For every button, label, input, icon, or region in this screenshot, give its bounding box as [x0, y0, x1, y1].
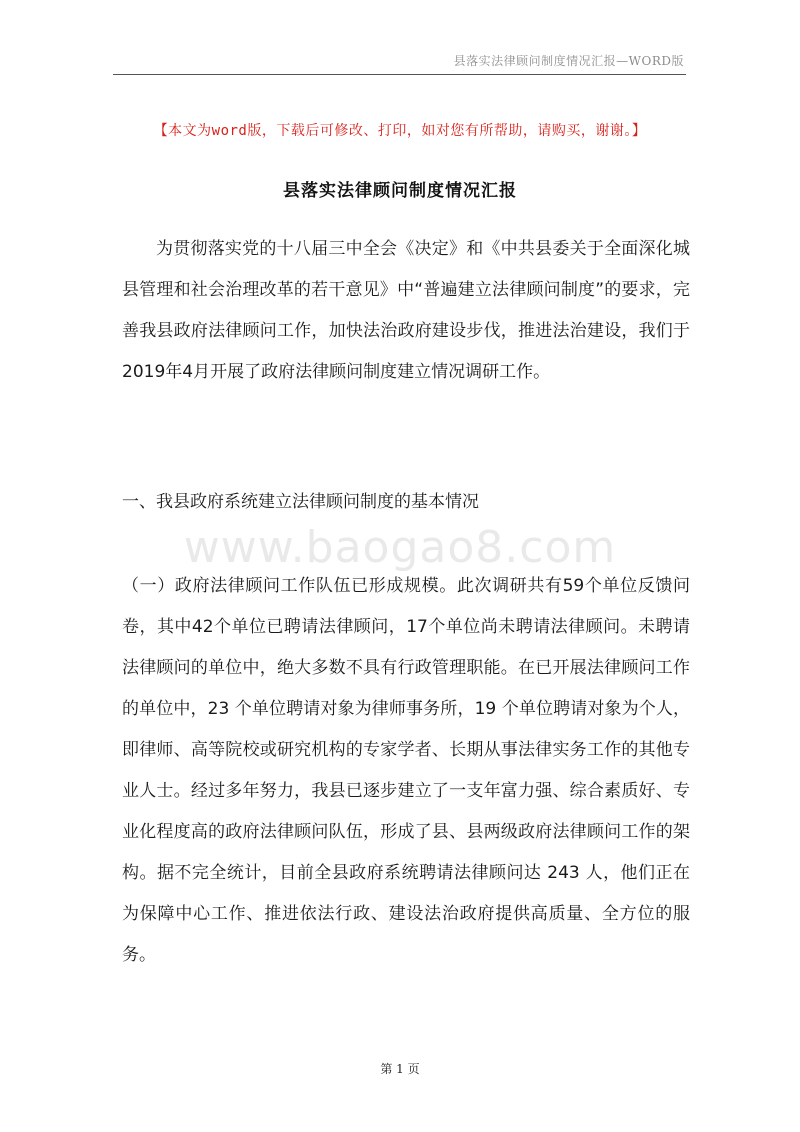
section-heading: 一、我县政府系统建立法律顾问制度的基本情况	[122, 492, 479, 512]
body-paragraph: （一）政府法律顾问工作队伍已形成规模。此次调研共有59个单位反馈问卷，其中42个单位已聘请法律顾问，17个单位尚未聘请法律顾问。未聘请法律顾问的单位中，绝大多数不具有行政管理职能。在已开展法律顾问工作的单位中，23 个单位聘请对象为律师事务所，19 个单位聘请对象为个人，即律师、高等院校或研究机构的专家学者、长期从事法律实务工作的其他专业人士。经过多年努力，我县已逐步建立了一支年富力强、综合素质好、专业化程度高的政府法律顾问队伍，形成了县、县两级政府法律顾问工作的架构。据不完全统计，目前全县政府系统聘请法律顾问达 243 人，他们正在为保障中心工作、推进依法行政、建设法治政府提供高质量、全方位的服务。	[122, 576, 690, 965]
page-number: 第 1 页	[380, 1062, 420, 1076]
running-header-title: 县落实法律顾问制度情况汇报—WORD版	[453, 54, 684, 68]
purchase-notice: 【本文为word版，下载后可修改、打印，如对您有所帮助，请购买，谢谢。】	[153, 123, 647, 139]
document-title: 县落实法律顾问制度情况汇报	[283, 181, 517, 201]
header-divider	[113, 74, 686, 75]
intro-paragraph: 为贯彻落实党的十八届三中全会《决定》和《中共县委关于全面深化城县管理和社会治理改革的若干意见》中“普遍建立法律顾问制度”的要求，完善我县政府法律顾问工作，加快法治政府建设步伐，推进法治建设，我们于2019年4月开展了政府法律顾问制度建立情况调研工作。	[122, 239, 690, 382]
watermark: www.baogao8.com	[183, 522, 617, 573]
